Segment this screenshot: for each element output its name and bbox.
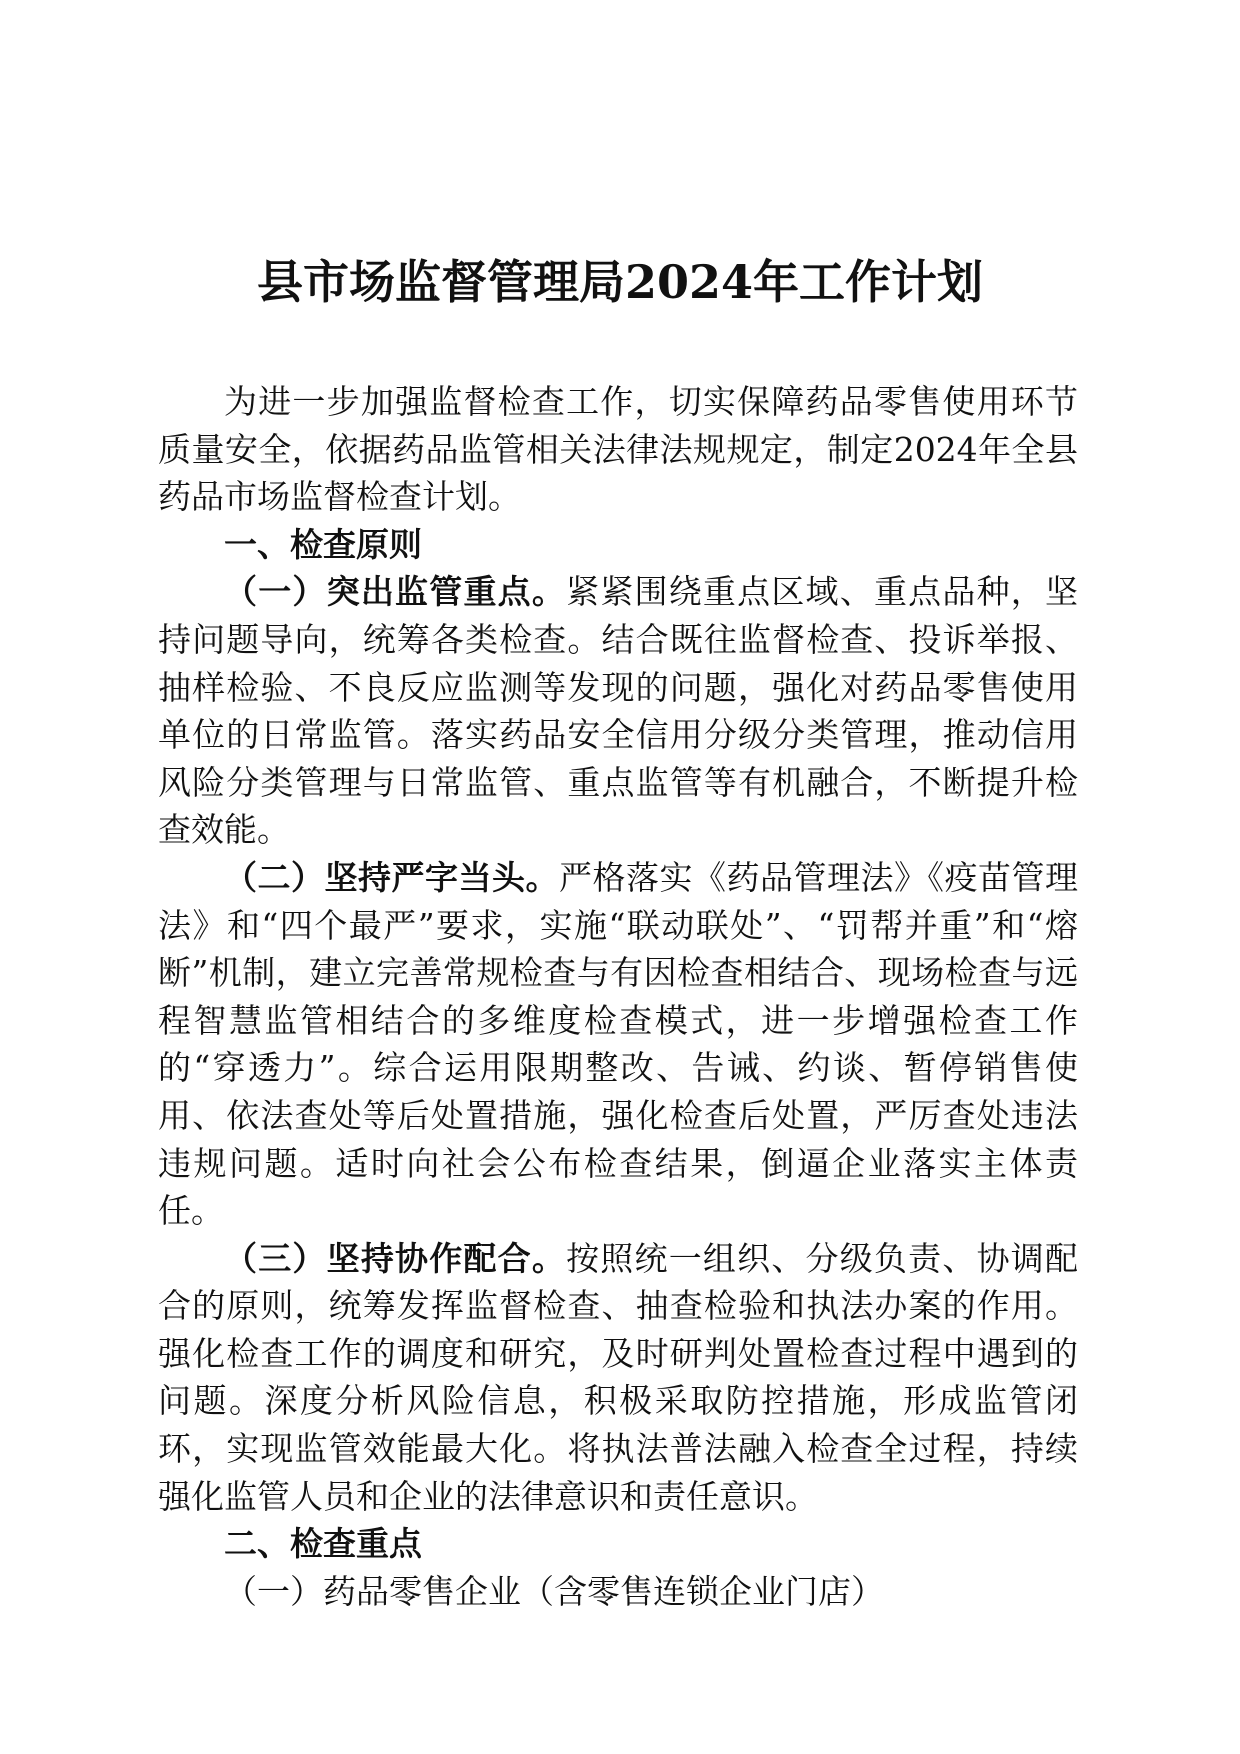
focus-subheading-1: （一）药品零售企业（含零售连锁企业门店） bbox=[224, 1571, 884, 1611]
document-title: 县市场监督管理局2024年工作计划 bbox=[256, 255, 984, 309]
principle-3-lead: （三）坚持协作配合。 bbox=[224, 1238, 567, 1278]
intro-paragraph: 为进一步加强监督检查工作，切实保障药品零售使用环节质量安全，依据药品监管相关法律法规规定，制定2024年全县药品市场监督检查计划。 bbox=[158, 382, 1078, 517]
section-heading-principles: 一、检查原则 bbox=[224, 524, 422, 564]
principle-paragraph-3 bbox=[158, 1235, 1078, 1521]
principle-1-text: 紧紧围绕重点区域、重点品种，坚持问题导向，统筹各类检查。结合既往监督检查、投诉举报、抽样检验、不良反应监测等发现的问题，强化对药品零售使用单位的日常监管。落实药品安全信用分级分类管理，推动信用风险分类管理与日常监管、重点监管等有机融合，不断提升检查效能。 bbox=[158, 572, 1079, 850]
document-body bbox=[158, 378, 1078, 1615]
principle-2-text: 严格落实《药品管理法》《疫苗管理法》和“四个最严”要求，实施“联动联处”、“罚帮并重”和“熔断”机制，建立完善常规检查与有因检查相结合、现场检查与远程智慧监管相结合的多维度检查模式，进一步增强检查工作的“穿透力”。综合运用限期整改、告诫、约谈、暂停销售使用、依法查处等后处置措施，强化检查后处置，严厉查处违法违规问题。适时向社会公布检查结果，倒逼企业落实主体责任。 bbox=[158, 857, 1078, 1231]
principle-paragraph-1 bbox=[158, 568, 1078, 854]
section-heading-focus: 二、检查重点 bbox=[224, 1524, 422, 1564]
principle-2-lead: （二）坚持严字当头。 bbox=[224, 857, 559, 897]
principle-1-lead: （一）突出监管重点。 bbox=[224, 572, 567, 612]
principle-3-text: 按照统一组织、分级负责、协调配合的原则，统筹发挥监督检查、抽查检验和执法办案的作用。强化检查工作的调度和研究，及时研判处置检查过程中遇到的问题。深度分析风险信息，积极采取防控措施，形成监管闭环，实现监管效能最大化。将执法普法融入检查全过程，持续强化监管人员和企业的法律意识和责任意识。 bbox=[158, 1238, 1079, 1516]
principle-paragraph-2 bbox=[158, 854, 1078, 1235]
